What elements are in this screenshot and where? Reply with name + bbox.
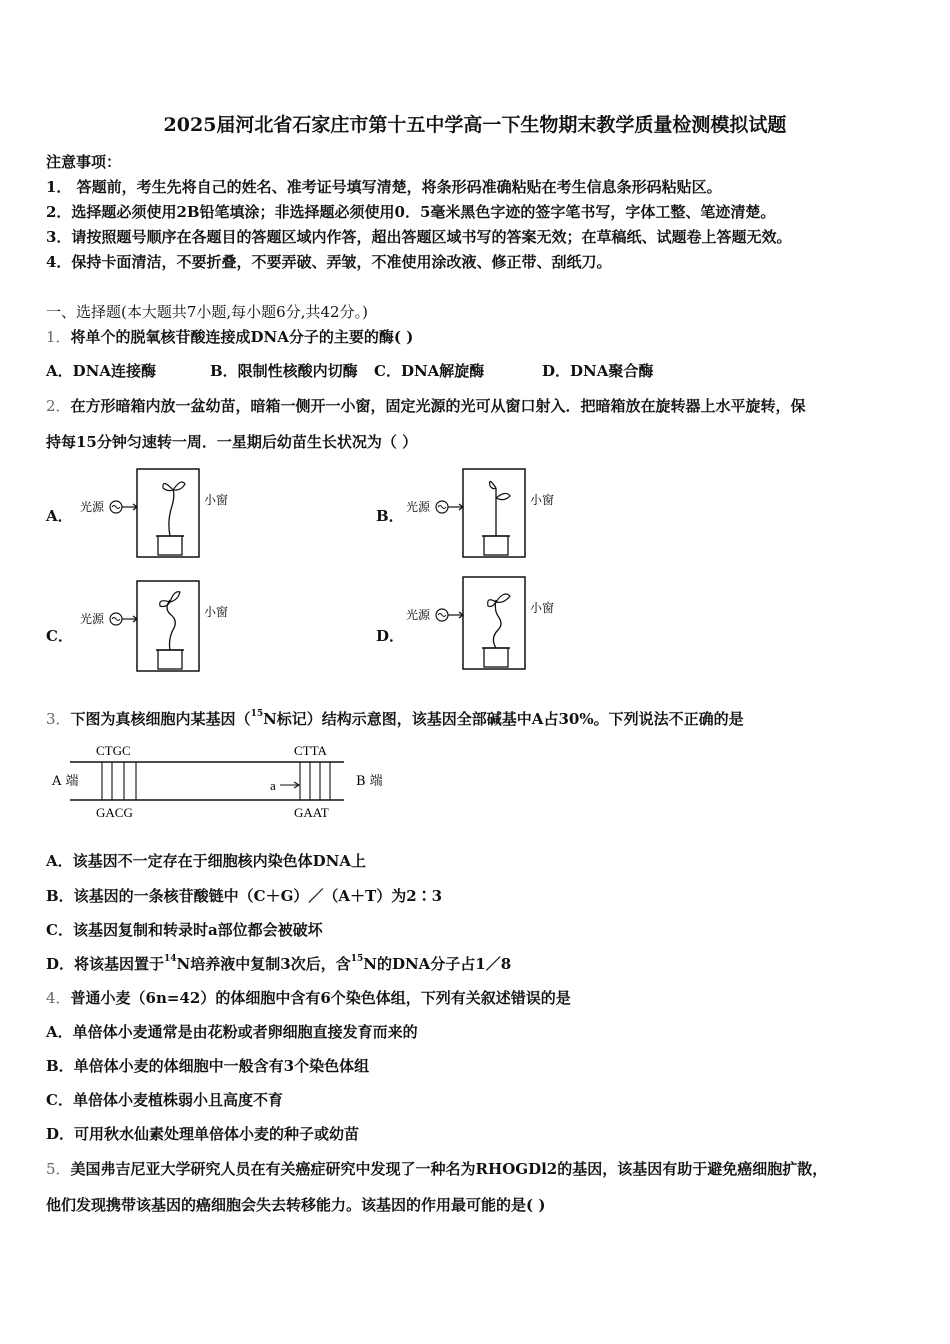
stem-part: N标记）结构示意图，该基因全部碱基中A占30%。下列说法不正确的是 [263,710,744,728]
q2-option-c-label: C． [46,627,73,645]
seedling [167,600,175,650]
option-part: D．将该基因置于 [46,955,165,973]
light-source-label: 光源 [406,500,431,514]
question-2-line2: 持每15分钟匀速转一周．一星期后幼苗生长状况为（ ） [46,433,418,451]
question-number: 4． [46,989,71,1007]
q1-option-a: A．DNA连接酶 [46,362,156,380]
end-b-label: B 端 [356,774,383,789]
dark-box [463,577,525,669]
question-2 [46,396,806,416]
arrow-label: a [270,778,276,793]
q2-option-d-label: D． [376,627,405,645]
q2-figure-b [404,466,574,562]
superscript: 15 [250,709,264,719]
q3-option-b: B．该基因的一条核苷酸链中（C＋G）／（A＋T）为2∶3 [46,887,443,905]
superscript: 14 [164,954,177,964]
option-part: N培养液中复制3次后，含 [176,955,351,973]
q2-option-b-label: B． [376,507,404,525]
light-source-label: 光源 [80,612,105,626]
dark-box [137,469,199,557]
pot [158,650,182,669]
window-label: 小窗 [204,605,229,619]
question-stem: 普通小麦（6n=42）的体细胞中含有6个染色体组，下列有关叙述错误的是 [70,989,571,1007]
q2-figure-c [78,578,248,676]
option-part: N的DNA分子占1／8 [363,955,512,973]
q4-option-b: B．单倍体小麦的体细胞中一般含有3个染色体组 [46,1057,370,1075]
q3-option-c: C．该基因复制和转录时a部位都会被破坏 [46,921,323,939]
question-3 [46,709,744,729]
top-left-seq: CTGC [96,743,131,758]
notice-item-1: 1． 答题前，考生先将自己的姓名、准考证号填写清楚，将条形码准确粘贴在考生信息条形码粘贴区。 [46,178,722,196]
stem-part: 下图为真核细胞内某基因（ [70,710,251,728]
superscript: 15 [350,954,364,964]
notice-item-2: 2．选择题必须使用2B铅笔填涂；非选择题必须使用0．5毫米黑色字迹的签字笔书写，字体工整、笔迹清楚。 [46,203,776,221]
end-a-label: A 端 [52,774,79,789]
q2-figure-d [404,574,574,674]
q3-option-d [46,954,511,974]
question-5-line2: 他们发现携带该基因的癌细胞会失去转移能力。该基因的作用最可能的是( ) [46,1196,546,1214]
pot [484,648,508,667]
bottom-left-seq: GACG [96,805,133,820]
question-5 [46,1159,827,1179]
page-title: 2025届河北省石家庄市第十五中学高一下生物期末教学质量检测模拟试题 [163,114,787,136]
notice-item-3: 3．请按照题号顺序在各题目的答题区域内作答，超出答题区域书写的答案无效；在草稿纸、试题卷上答题无效。 [46,228,792,246]
q1-option-d: D．DNA聚合酶 [542,362,654,380]
q3-option-a: A．该基因不一定存在于细胞核内染色体DNA上 [46,852,366,870]
question-number: 5． [46,1160,71,1178]
window-label: 小窗 [204,493,229,507]
question-4 [46,988,571,1008]
question-1 [46,327,413,347]
pot [158,536,182,555]
q2-option-a-label: A． [46,507,73,525]
window-label: 小窗 [530,601,555,615]
window-label: 小窗 [530,493,555,507]
dark-box [137,581,199,671]
seedling [493,600,501,648]
q3-gene-diagram [48,740,398,824]
section-heading: 一、选择题(本大题共7小题,每小题6分,共42分。) [46,303,368,321]
q4-option-a: A．单倍体小麦通常是由花粉或者卵细胞直接发育而来的 [46,1023,418,1041]
question-stem-line1: 在方形暗箱内放一盆幼苗，暗箱一侧开一小窗，固定光源的光可从窗口射入．把暗箱放在旋转器上水平旋转，保 [70,397,806,415]
notice-item-4: 4．保持卡面清洁，不要折叠，不要弄破、弄皱，不准使用涂改液、修正带、刮纸刀。 [46,253,612,271]
q4-option-d: D．可用秋水仙素处理单倍体小麦的种子或幼苗 [46,1125,360,1143]
seedling [169,489,174,536]
light-source-label: 光源 [80,500,105,514]
top-right-seq: CTTA [294,743,327,758]
question-number: 1． [46,328,71,346]
pot [484,536,508,555]
question-stem: 将单个的脱氧核苷酸连接成DNA分子的主要的酶( ) [70,328,414,346]
question-number: 3． [46,710,71,728]
light-source-label: 光源 [406,608,431,622]
notice-heading: 注意事项： [46,153,122,171]
q2-figure-a [78,466,248,562]
question-stem-line1: 美国弗吉尼亚大学研究人员在有关癌症研究中发现了一种名为RHOGDl2的基因，该基因有助于避免癌细胞扩散， [70,1160,828,1178]
q1-option-c: C．DNA解旋酶 [374,362,485,380]
dark-box [463,469,525,557]
bottom-right-seq: GAAT [294,805,329,820]
q4-option-c: C．单倍体小麦植株弱小且高度不育 [46,1091,283,1109]
q1-option-b: B．限制性核酸内切酶 [210,362,358,380]
question-number: 2． [46,397,71,415]
